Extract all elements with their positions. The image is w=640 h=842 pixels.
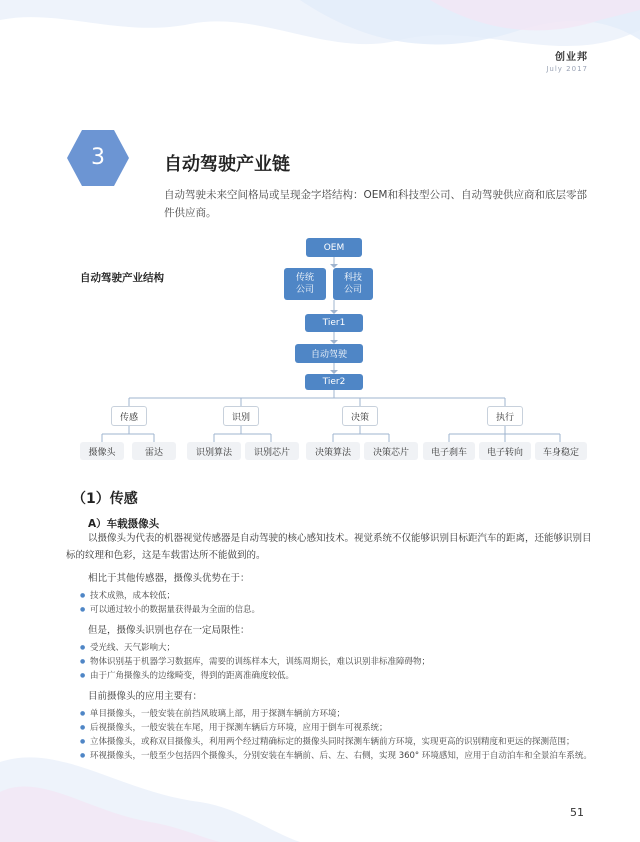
node-group-decision: 决策: [342, 406, 378, 426]
list-item: ● 后视摄像头，一般安装在车尾，用于探测车辆后方环境，应用于倒车可视系统；: [80, 721, 594, 735]
node-tier2: Tier2: [305, 374, 363, 390]
node-traditional-line2: 公司: [295, 285, 314, 295]
section-number: 3: [91, 145, 105, 170]
paragraph-camera-intro: 以摄像头为代表的机器视觉传感器是自动驾驶的核心感知技术。视觉系统不仅能够识别目标距汽车的距离，还能够识别目标的纹理和色彩，这是车载雷达所不能做到的。: [66, 533, 592, 561]
applications-list: [80, 707, 594, 763]
node-traditional-company: [284, 268, 326, 300]
advantages-list: [80, 589, 590, 617]
section-title: 自动驾驶产业链: [164, 154, 290, 175]
node-tech-line1: 科技: [343, 273, 362, 283]
node-group-recognition: 识别: [223, 406, 259, 426]
list-item: ● 物体识别基于机器学习数据库，需要的训练样本大，训练周期长，难以识别非标准障碍物；: [80, 655, 590, 669]
page-number: 51: [570, 806, 584, 819]
paragraph-limitations-lead: 但是，摄像头识别也存在一定局限性：: [88, 625, 250, 636]
paragraph-advantages-lead: 相比于其他传感器，摄像头优势在于：: [88, 573, 250, 584]
node-tech-line2: 公司: [343, 285, 362, 295]
list-item: ● 立体摄像头，或称双目摄像头，利用两个经过精确标定的摄像头同时探测车辆前方环境，实现更高的识别精度和更远的探测范围；: [80, 735, 594, 749]
node-leaf-camera: 摄像头: [80, 442, 124, 460]
node-group-execution: 执行: [487, 406, 523, 426]
node-leaf-recognition-chip: 识别芯片: [245, 442, 299, 460]
list-item: ● 技术成熟，成本较低；: [80, 589, 590, 603]
node-tier1: Tier1: [305, 314, 363, 332]
node-leaf-body-stability: 车身稳定: [535, 442, 587, 460]
brand-header: [546, 48, 588, 73]
list-item: ● 受光线、天气影响大；: [80, 641, 590, 655]
node-autodrive: 自动驾驶: [295, 344, 363, 363]
node-leaf-electronic-steering: 电子转向: [479, 442, 531, 460]
node-leaf-electronic-brake: 电子刹车: [423, 442, 475, 460]
node-traditional-line1: 传统: [295, 273, 314, 283]
limitations-list: [80, 641, 590, 683]
node-leaf-recognition-algorithm: 识别算法: [187, 442, 241, 460]
subsection-heading: （1）传感: [72, 491, 138, 507]
paragraph-applications-lead: 目前摄像头的应用主要有：: [88, 691, 203, 702]
chart-label: 自动驾驶产业结构: [80, 272, 164, 284]
node-leaf-decision-chip: 决策芯片: [364, 442, 418, 460]
node-leaf-radar: 雷达: [132, 442, 176, 460]
list-item: ● 环视摄像头，一般至少包括四个摄像头，分别安装在车辆前、后、左、右侧，实现 360° 环境感知，应用于自动泊车和全景泊车系统。: [80, 749, 594, 763]
node-leaf-decision-algorithm: 决策算法: [306, 442, 360, 460]
list-item: ● 由于广角摄像头的边缘畸变，得到的距离准确度较低。: [80, 669, 590, 683]
list-item: ● 单目摄像头，一般安装在前挡风玻璃上部，用于探测车辆前方环境；: [80, 707, 594, 721]
brand-date: July 2017: [546, 65, 588, 73]
section-intro: 自动驾驶未来空间格局或呈现金字塔结构：OEM和科技型公司、自动驾驶供应商和底层零部件供应商。: [164, 189, 587, 219]
node-oem: OEM: [306, 238, 362, 257]
top-wave-decoration: [0, 0, 640, 90]
sub-subsection-heading: A）车载摄像头: [88, 518, 160, 530]
brand-name: 创业邦: [555, 52, 588, 63]
node-tech-company: [333, 268, 373, 300]
list-item: ● 可以通过较小的数据量获得最为全面的信息。: [80, 603, 590, 617]
node-group-sensing: 传感: [111, 406, 147, 426]
